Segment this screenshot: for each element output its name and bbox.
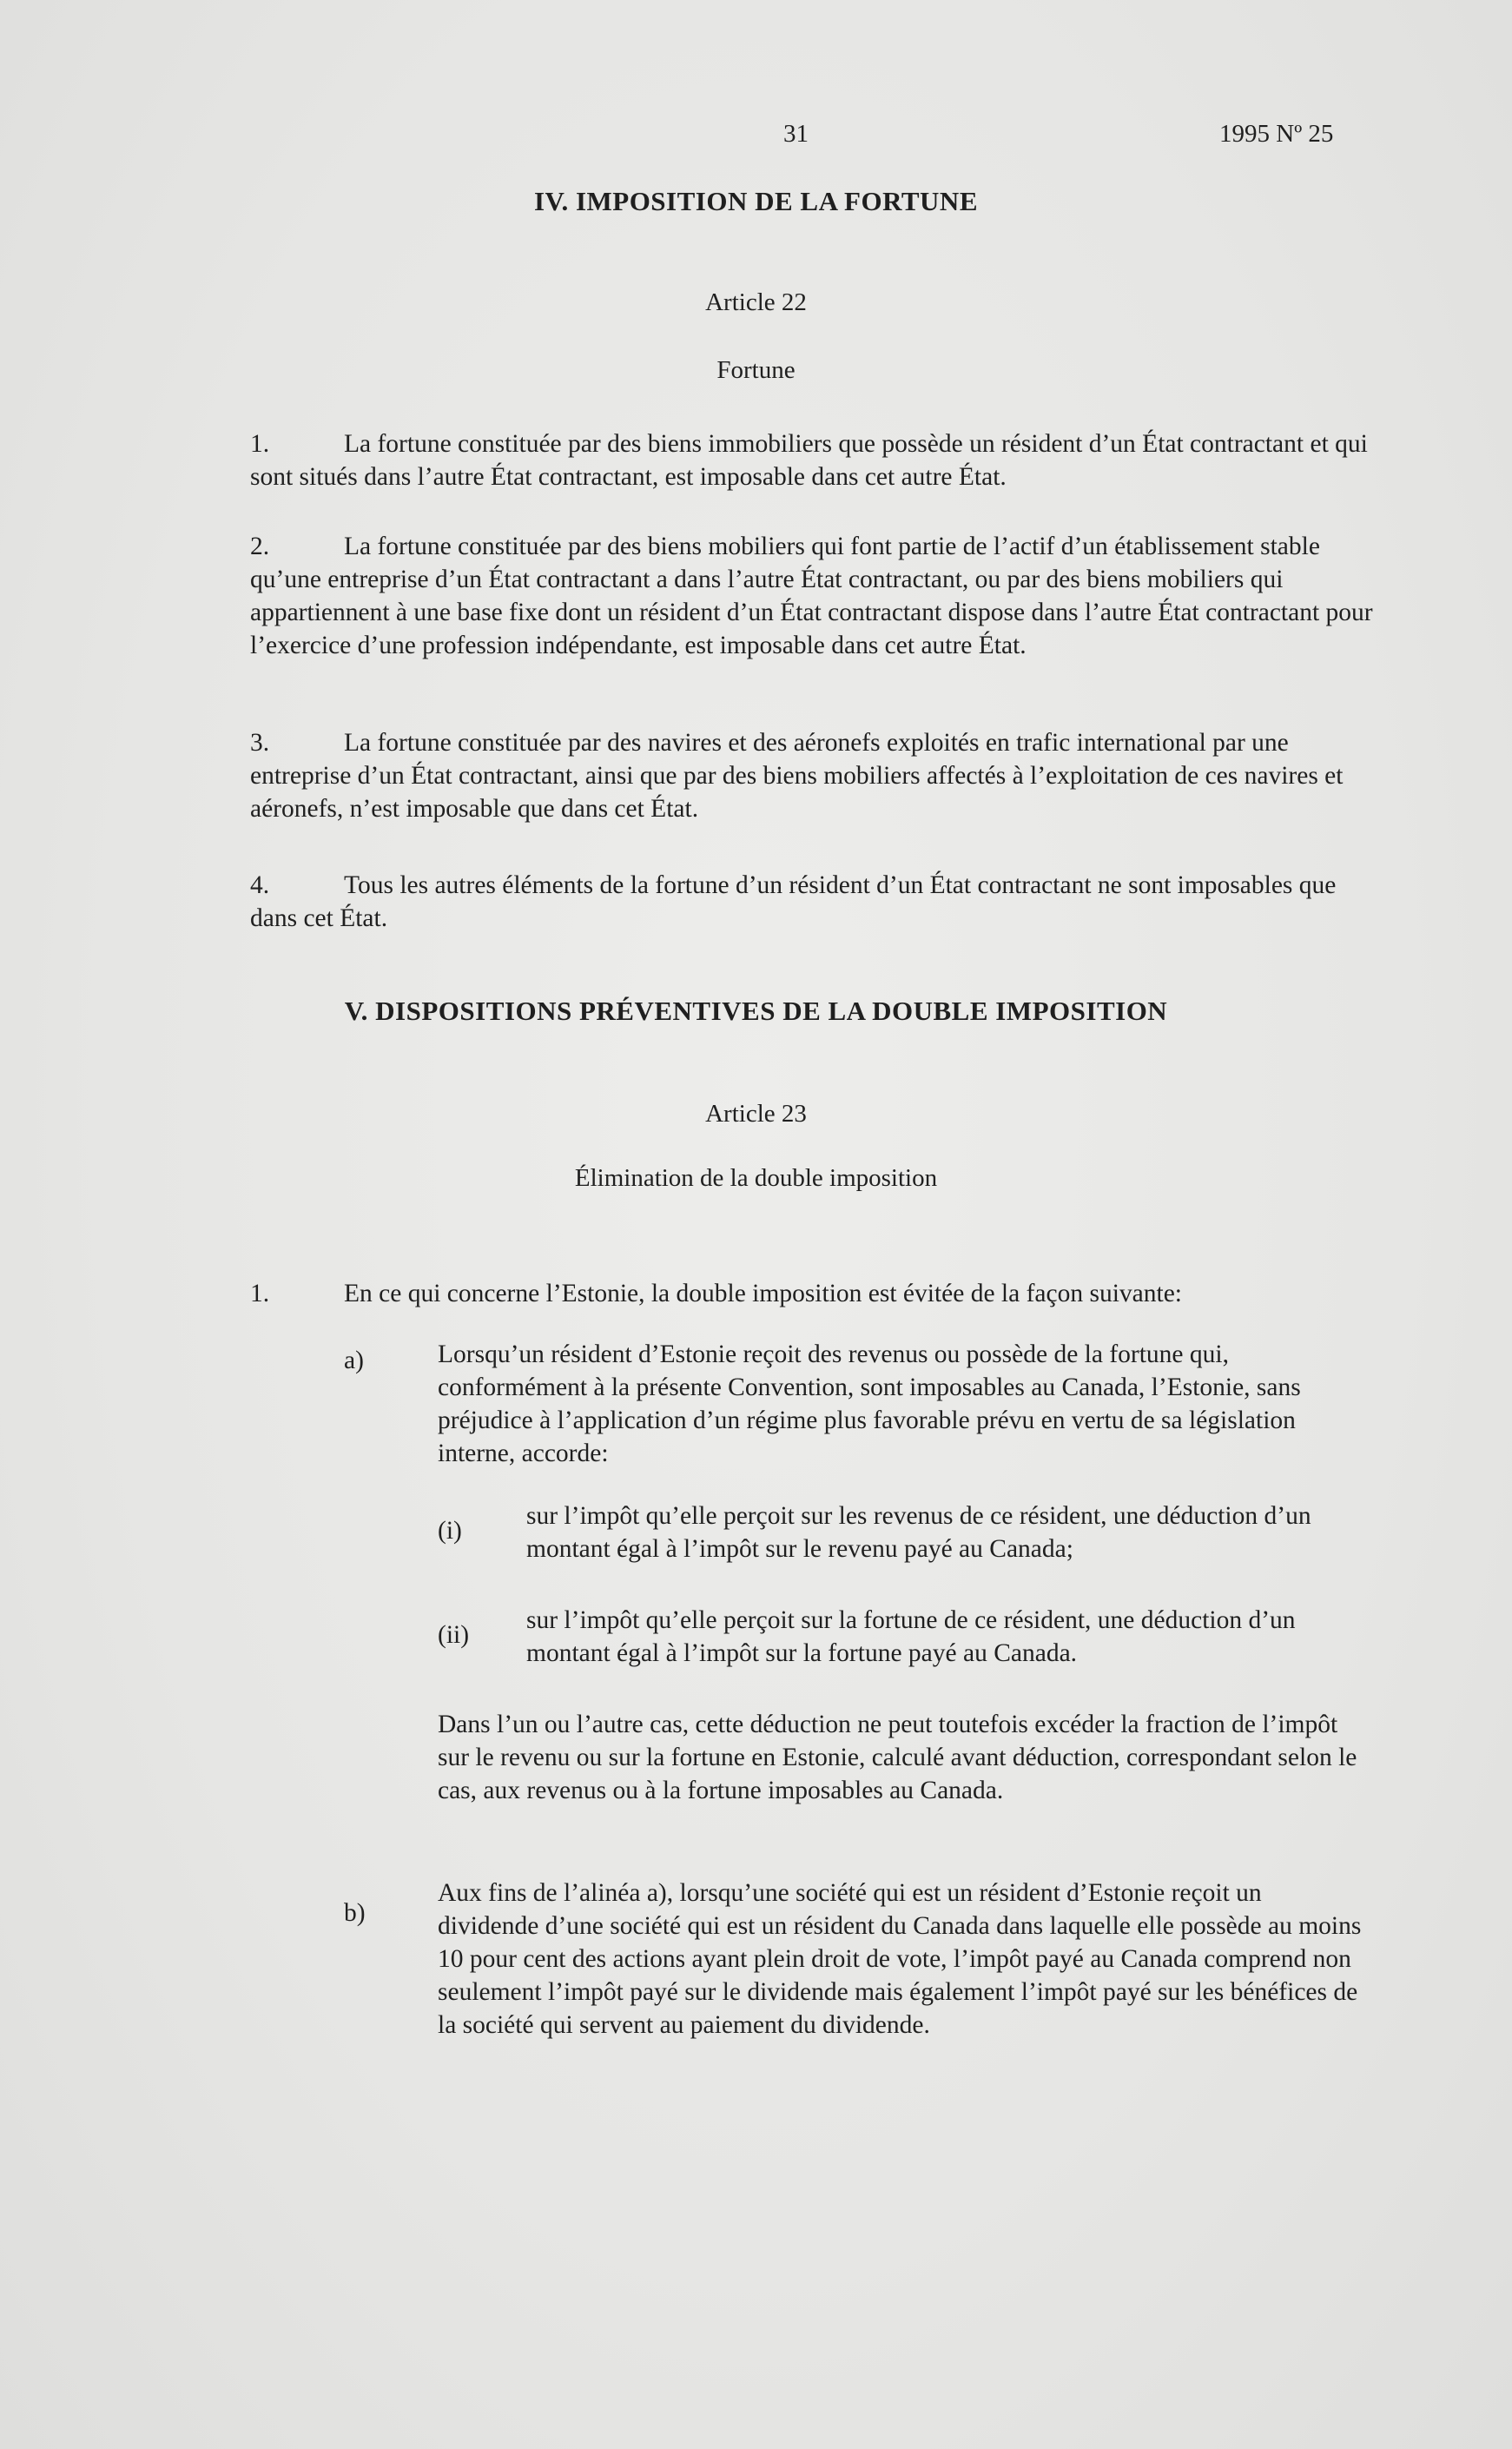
paragraph-text: La fortune constituée par des navires et des aéronefs exploités en trafic international par une entreprise d’un État contractant, ainsi que par des biens mobiliers affectés à l’exploitation de ces navires et aéronefs, n’est imposable que dans cet État. — [250, 729, 1344, 823]
clause-i-text: sur l’impôt qu’elle perçoit sur les revenus de ce résident, une déduction d’un montant égal à l’impôt sur le revenu payé au Canada; — [526, 1502, 1311, 1563]
paragraph-number: 3. — [250, 729, 270, 757]
paragraph-text: La fortune constituée par des biens mobiliers qui font partie de l’actif d’un établissement stable qu’une entreprise d’un État contractant a dans l’autre État contractant, ou par des biens mobiliers qui appartiennent à une base fixe dont un résident d’un État contractant dispose dans l’autre État contractant pour l’exercice d’une profession indépendante, est imposable dans cet autre État. — [250, 533, 1373, 659]
article-23-title: Élimination de la double imposition — [574, 1164, 938, 1192]
clause-ii-text: sur l’impôt qu’elle perçoit sur la fortune de ce résident, une déduction d’un montant égal à l’impôt sur la fortune payé au Canada. — [526, 1606, 1296, 1667]
article-22-paragraph-4 — [250, 869, 1344, 935]
clause-i-label: (i) — [438, 1517, 462, 1545]
paragraph-number: 1. — [250, 1280, 270, 1307]
article-22-heading: Article 22 — [705, 288, 807, 316]
article-22-paragraph-3 — [250, 726, 1362, 825]
subparagraph-b-text: Aux fins de l’alinéa a), lorsqu’une société qui est un résident d’Estonie reçoit un dividende d’une société qui est un résident du Canada dans laquelle elle possède au moins 10 pour cent des actions ayant plein droit de vote, l’impôt payé au Canada comprend non seulement l’impôt payé sur le dividende mais également l’impôt payé sur les bénéfices de la société qui servent au paiement du dividende. — [438, 1879, 1362, 2039]
article-23-heading: Article 23 — [705, 1100, 807, 1128]
article-22-title: Fortune — [716, 356, 796, 384]
section-title-iv: IV. IMPOSITION DE LA FORTUNE — [533, 186, 978, 216]
paragraph-text: La fortune constituée par des biens immobiliers que possède un résident d’un État contractant et qui sont situés dans l’autre État contractant, est imposable dans cet autre État. — [250, 430, 1368, 491]
subparagraph-a-text: Lorsqu’un résident d’Estonie reçoit des revenus ou possède de la fortune qui, conformément à la présente Convention, sont imposables au Canada, l’Estonie, sans préjudice à l’application d’un régime plus favorable prévu en vertu de sa législation interne, accorde: — [438, 1340, 1301, 1467]
subparagraph-a-label: a) — [344, 1347, 364, 1374]
paragraph-text: Tous les autres éléments de la fortune d’un résident d’un État contractant ne sont imposables que dans cet État. — [250, 871, 1337, 932]
page-number: 31 — [783, 120, 809, 148]
clause-ii-label: (ii) — [438, 1621, 470, 1649]
paragraph-number: 1. — [250, 430, 270, 458]
paragraph-number: 2. — [250, 533, 270, 560]
section-title-v: V. DISPOSITIONS PRÉVENTIVES DE LA DOUBLE IMPOSITION — [344, 996, 1168, 1026]
paragraph-number: 4. — [250, 871, 270, 899]
journal-issue: 1995 Nº 25 — [1219, 120, 1334, 148]
article-22-paragraph-1 — [250, 427, 1370, 493]
article-22-paragraph-2 — [250, 530, 1377, 662]
subparagraph-b-label: b) — [344, 1899, 366, 1927]
article-23-paragraph-1 — [250, 1277, 1370, 1310]
paragraph-text: En ce qui concerne l’Estonie, la double imposition est évitée de la façon suivante: — [344, 1280, 1182, 1307]
subparagraph-a-closing: Dans l’un ou l’autre cas, cette déduction ne peut toutefois excéder la fraction de l’impôt sur le revenu ou sur la fortune en Estonie, calculé avant déduction, correspondant selon le cas, aux revenus ou à la fortune imposables au Canada. — [438, 1711, 1357, 1804]
